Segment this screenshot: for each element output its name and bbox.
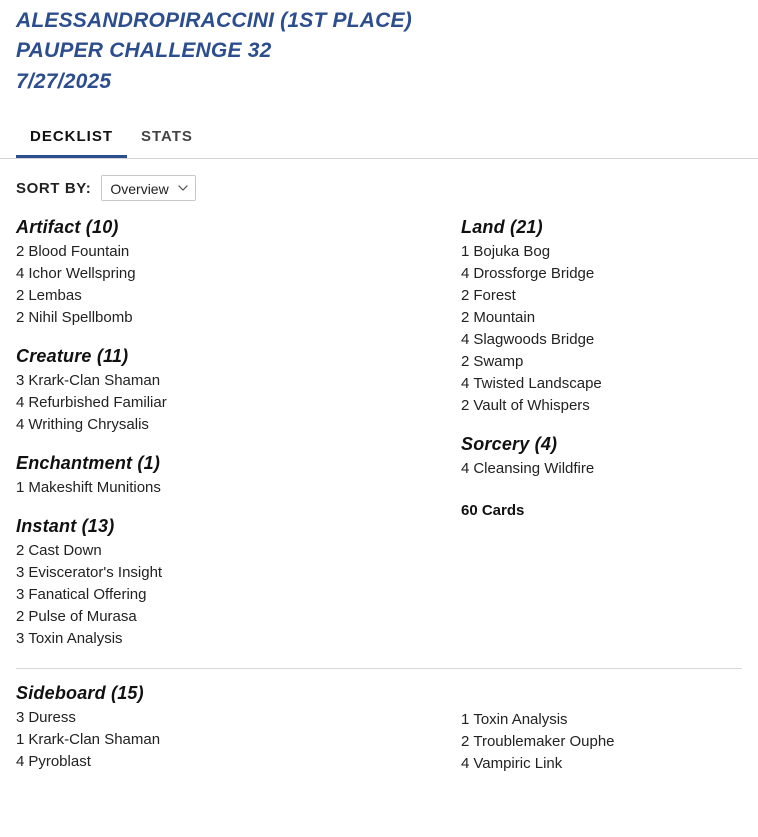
card-name: Nihil Spellbomb [28,309,133,327]
card-quantity: 2 [16,608,25,626]
tab-bar [0,115,758,159]
page-header [0,0,758,97]
card-name: Troublemaker Ouphe [473,733,615,751]
sideboard-right-column [379,683,742,775]
list-item[interactable] [16,628,379,650]
list-item[interactable] [461,709,742,731]
category-title-sorcery: Sorcery (4) [461,434,558,455]
page-title: ALESSANDROPIRACCINI (1ST PLACE) [16,9,412,32]
list-item[interactable] [16,392,379,414]
card-quantity: 4 [461,331,470,349]
category-title-enchantment: Enchantment (1) [16,453,161,474]
card-quantity: 4 [461,460,470,478]
card-name: Cast Down [28,542,102,560]
list-item[interactable] [461,458,742,480]
list-item[interactable] [461,731,742,753]
card-name: Toxin Analysis [28,630,123,648]
card-quantity: 3 [16,586,25,604]
card-name: Fanatical Offering [28,586,147,604]
category-title-land: Land (21) [461,217,543,238]
list-item[interactable] [16,370,379,392]
sideboard-left-column [16,683,379,775]
card-name: Pulse of Murasa [28,608,137,626]
card-quantity: 4 [16,394,25,412]
sort-select-wrapper[interactable] [101,175,196,201]
event-date: 7/27/2025 [16,69,112,93]
category-title-artifact: Artifact (10) [16,217,119,238]
list-item[interactable] [461,395,742,417]
card-quantity: 4 [16,416,25,434]
event-name: PAUPER CHALLENGE 32 [16,39,272,63]
card-quantity: 2 [461,397,470,415]
list-item[interactable] [16,241,379,263]
card-quantity: 2 [461,733,470,751]
card-name: Drossforge Bridge [473,265,595,283]
card-name: Ichor Wellspring [28,265,136,283]
card-quantity: 2 [16,542,25,560]
card-quantity: 2 [461,287,470,305]
card-name: Slagwoods Bridge [473,331,595,349]
card-quantity: 4 [16,265,25,283]
card-name: Bojuka Bog [473,243,551,261]
decklist-right-column [379,217,742,650]
tab-decklist[interactable]: DECKLIST [16,128,127,158]
deck-total-count: 60 Cards [461,502,525,520]
card-quantity: 3 [16,372,25,390]
list-item[interactable] [461,753,742,775]
list-item[interactable] [16,606,379,628]
card-name: Krark-Clan Shaman [28,731,161,749]
card-name: Lembas [28,287,82,305]
category-title-creature: Creature (11) [16,346,129,367]
sideboard-section [0,669,758,775]
sort-select[interactable] [101,175,196,201]
card-quantity: 4 [461,755,470,773]
list-item[interactable] [16,414,379,436]
decklist-left-column [16,217,379,650]
card-name: Swamp [473,353,524,371]
card-quantity: 2 [16,309,25,327]
list-item[interactable] [16,263,379,285]
card-quantity: 3 [16,709,25,727]
list-item[interactable] [461,263,742,285]
sort-bar [0,159,758,201]
card-name: Twisted Landscape [473,375,602,393]
card-quantity: 1 [461,243,470,261]
card-name: Krark-Clan Shaman [28,372,161,390]
tab-stats[interactable]: STATS [127,128,207,158]
list-item[interactable] [16,285,379,307]
card-name: Cleansing Wildfire [473,460,595,478]
list-item[interactable] [461,307,742,329]
list-item[interactable] [16,477,379,499]
list-item[interactable] [461,351,742,373]
list-item[interactable] [461,329,742,351]
list-item[interactable] [16,562,379,584]
card-quantity: 4 [461,265,470,283]
card-name: Refurbished Familiar [28,394,167,412]
list-item[interactable] [16,729,379,751]
card-name: Blood Fountain [28,243,130,261]
list-item[interactable] [16,584,379,606]
card-quantity: 2 [16,287,25,305]
list-item[interactable] [461,373,742,395]
card-name: Writhing Chrysalis [28,416,149,434]
card-quantity: 1 [16,479,25,497]
card-name: Makeshift Munitions [28,479,161,497]
card-quantity: 2 [16,243,25,261]
card-quantity: 4 [16,753,25,771]
card-quantity: 3 [16,564,25,582]
card-name: Eviscerator's Insight [28,564,163,582]
sort-by-label: SORT BY: [16,179,92,197]
list-item[interactable] [16,751,379,773]
list-item[interactable] [461,285,742,307]
card-quantity: 4 [461,375,470,393]
card-name: Vault of Whispers [473,397,590,415]
decklist-columns [0,201,758,650]
card-name: Duress [28,709,76,727]
list-item[interactable] [16,707,379,729]
card-name: Pyroblast [28,753,91,771]
card-quantity: 2 [461,309,470,327]
list-item[interactable] [461,241,742,263]
list-item[interactable] [16,540,379,562]
card-name: Mountain [473,309,536,327]
card-name: Toxin Analysis [473,711,568,729]
card-name: Forest [473,287,516,305]
list-item[interactable] [16,307,379,329]
category-title-instant: Instant (13) [16,516,115,537]
card-name: Vampiric Link [473,755,563,773]
card-quantity: 3 [16,630,25,648]
card-quantity: 1 [461,711,470,729]
card-quantity: 1 [16,731,25,749]
category-title-sideboard: Sideboard (15) [16,683,144,704]
card-quantity: 2 [461,353,470,371]
